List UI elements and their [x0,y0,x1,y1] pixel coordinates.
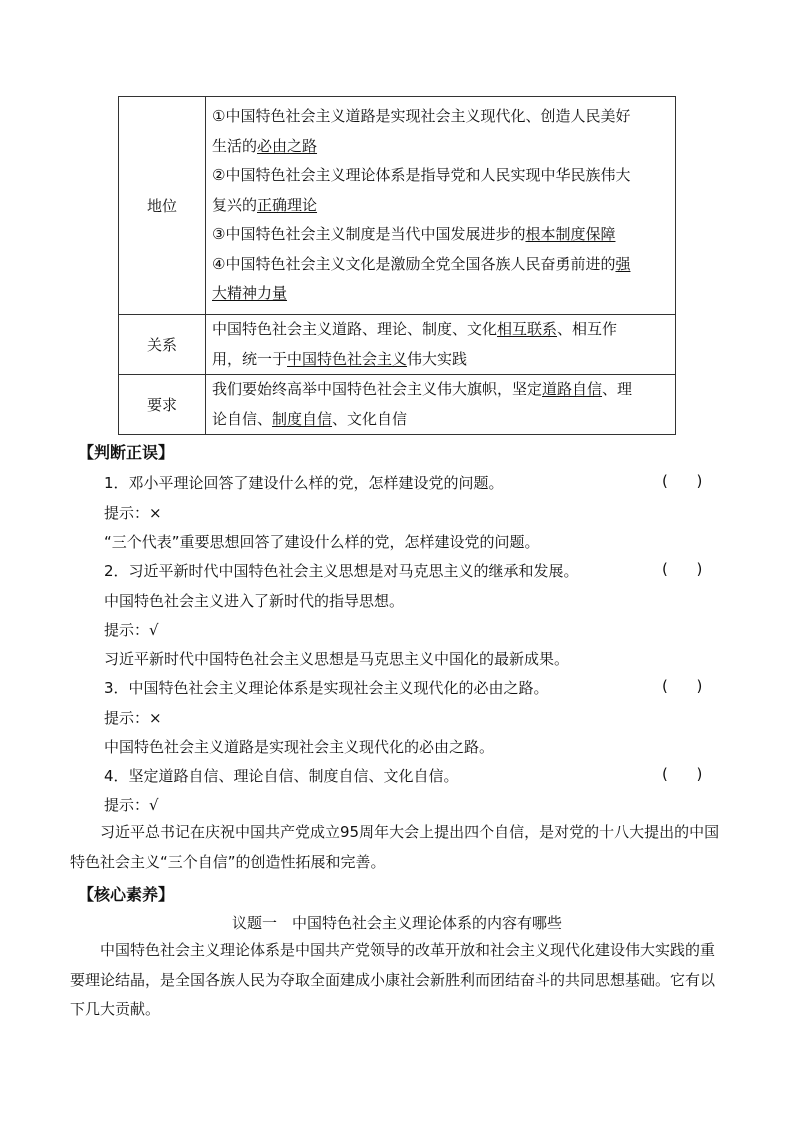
content-line [212,161,661,191]
content-line [212,132,661,162]
underlined-keyword: 中国特色社会主义 [287,349,408,368]
content-line [212,345,661,375]
underlined-keyword: 根本制度保障 [525,225,616,244]
row-label: 地位 [119,97,206,315]
row-label: 关系 [119,315,206,375]
row-content [206,375,676,435]
answer-blank-1[interactable]: ( ) [662,472,703,490]
question-4: 4．坚定道路自信、理论自信、制度自信、文化自信。 [104,767,459,785]
content-line [212,315,661,345]
explain-3: 中国特色社会主义道路是实现社会主义现代化的必由之路。 [104,738,495,756]
line-text-tail: 、相互作 [557,320,618,338]
hint-2: 提示：√ [104,621,159,639]
underlined-keyword: 道路自信 [542,380,603,398]
core-paragraph: 中国特色社会主义理论体系是中国共产党领导的改革开放和社会主义现代化建设伟大实践的重要理论结晶，是全国各族人民为夺取全面建成小康社会新胜利而团结奋斗的共同思想基础。它有以下几大贡献。 [70,941,716,1018]
core-heading: 【核心素养】 [78,885,175,904]
content-line [212,250,661,280]
table-row [119,375,676,435]
answer-blank-2[interactable]: ( ) [662,560,703,578]
line-text: ①中国特色社会主义道路是实现社会主义现代化、创造人民美好 [212,107,631,126]
question-1: 1．邓小平理论回答了建设什么样的党，怎样建设党的问题。 [104,474,504,492]
line-text: 我们要始终高举中国特色社会主义伟大旗帜，坚定 [212,380,543,398]
content-line [212,279,661,309]
answer-blank-3[interactable]: ( ) [662,677,703,695]
line-text: ④中国特色社会主义文化是激励全党全国各族人民奋勇前进的 [212,254,616,273]
row-content [206,315,676,375]
hint-3: 提示：× [104,709,162,727]
line-text: 复兴的 [212,195,258,214]
row-content [206,97,676,315]
content-line [212,191,661,221]
underlined-keyword: 相互联系 [497,320,558,338]
line-text-tail: 、理 [602,380,633,398]
content-line [212,102,661,132]
line-text: ②中国特色社会主义理论体系是指导党和人民实现中华民族伟大 [212,166,631,185]
hint-4: 提示：√ [104,796,159,814]
underlined-keyword: 强 [615,254,631,273]
line-text: 中国特色社会主义道路、理论、制度、文化 [212,320,498,338]
question-2: 2．习近平新时代中国特色社会主义思想是对马克思主义的继承和发展。 [104,562,579,580]
content-line [212,220,661,250]
row-label: 要求 [119,375,206,435]
table-row [119,97,676,315]
answer-blank-4[interactable]: ( ) [662,765,703,783]
underlined-keyword: 必由之路 [257,136,318,155]
line-text: ③中国特色社会主义制度是当代中国发展进步的 [212,225,526,244]
line-text-tail: 、文化自信 [332,409,408,428]
underlined-keyword: 大精神力量 [212,284,288,303]
underlined-keyword: 制度自信 [272,409,333,428]
line-text: 论自信、 [212,409,273,428]
topic-title: 议题一 中国特色社会主义理论体系的内容有哪些 [231,914,562,932]
summary-table [118,96,676,435]
table-row [119,315,676,375]
judge-heading: 【判断正误】 [78,443,175,462]
hint-1: 提示：× [104,504,162,522]
explain-2: 习近平新时代中国特色社会主义思想是马克思主义中国化的最新成果。 [104,650,570,668]
question-3: 3．中国特色社会主义理论体系是实现社会主义现代化的必由之路。 [104,679,549,697]
question-2-continued: 中国特色社会主义进入了新时代的指导思想。 [104,592,405,610]
content-line [212,375,661,405]
underlined-keyword: 正确理论 [257,195,318,214]
explain-1: “三个代表”重要思想回答了建设什么样的党，怎样建设党的问题。 [104,533,540,551]
line-text-tail: 伟大实践 [407,349,468,368]
content-line [212,405,661,435]
line-text: 用，统一于 [212,349,288,368]
line-text: 生活的 [212,136,258,155]
explain-4: 习近平总书记在庆祝中国共产党成立95周年大会上提出四个自信，是对党的十八大提出的中国特色社会主义“三个自信”的创造性拓展和完善。 [70,823,720,871]
